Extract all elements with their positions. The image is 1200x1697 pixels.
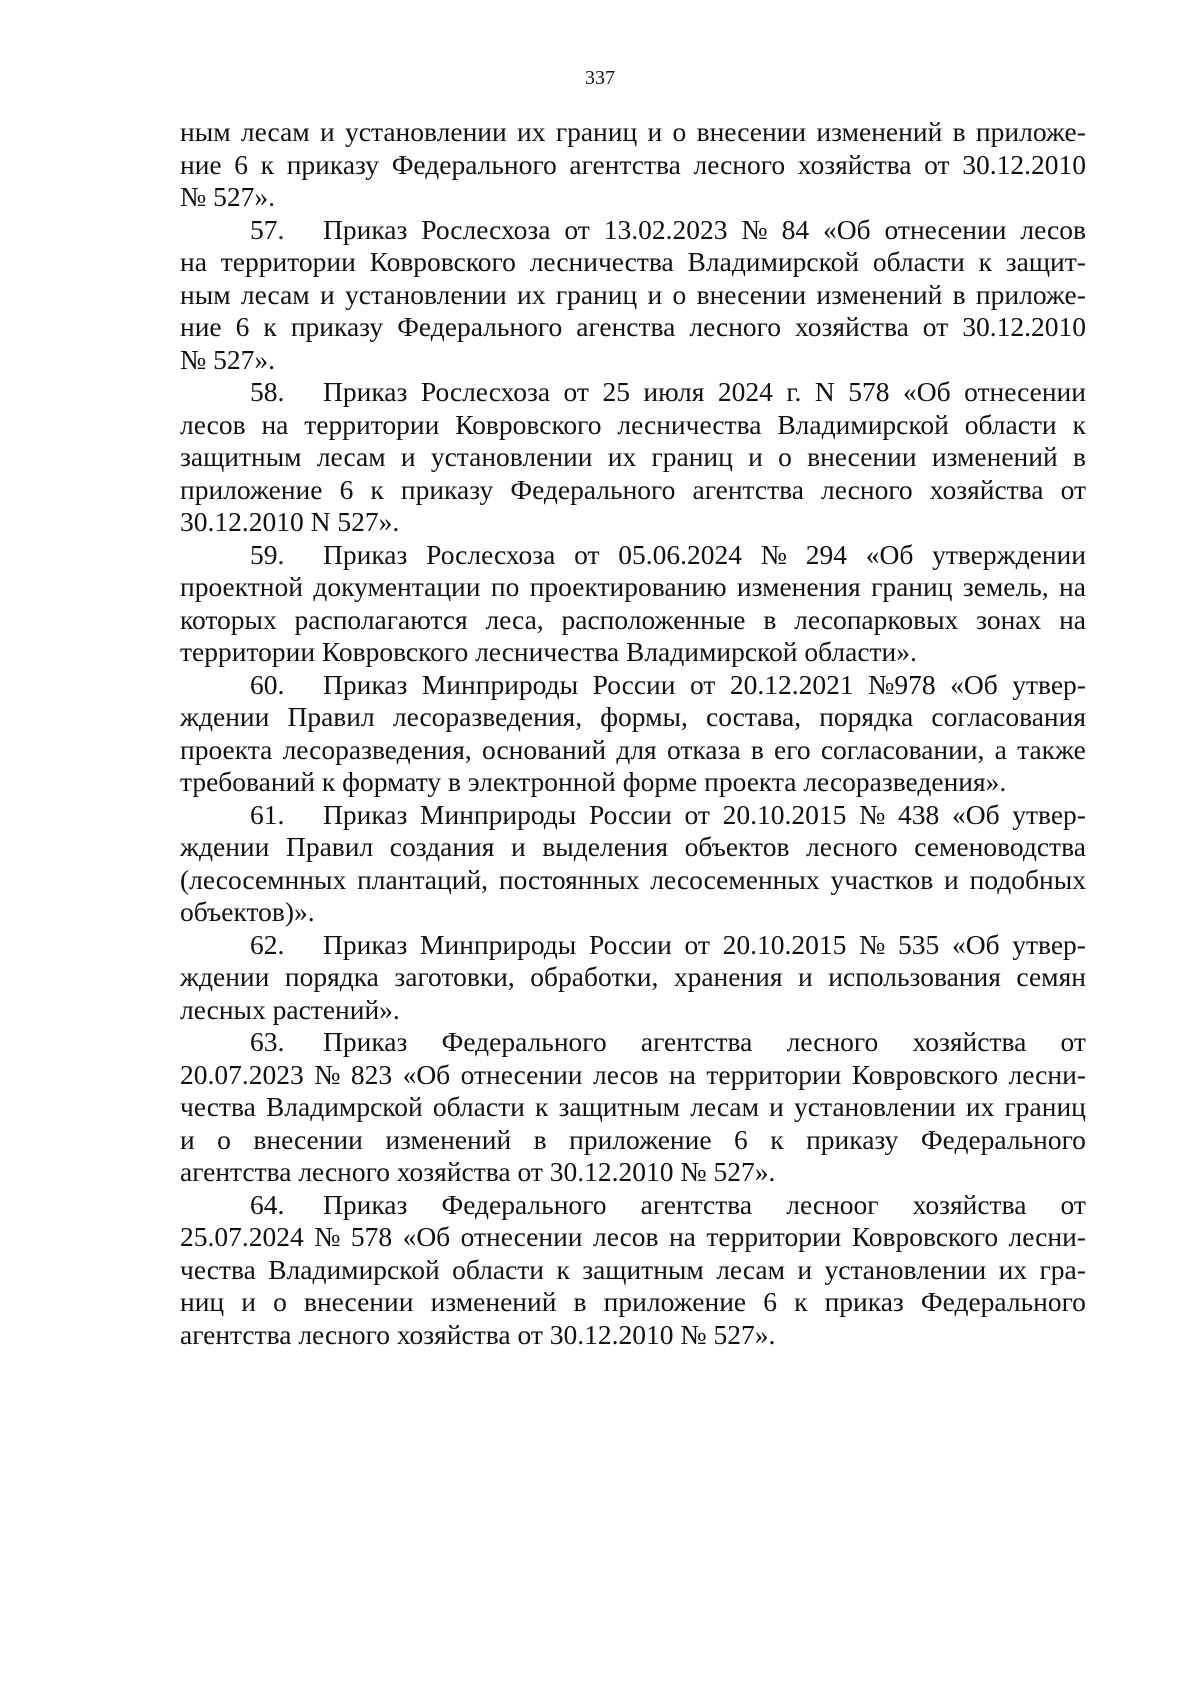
line-text: территории Ковровского лесничества Владимирской области». <box>180 636 917 667</box>
line-text: и о внесении изменений в приложение 6 к приказу Федерального <box>180 1123 1086 1155</box>
text-line <box>180 441 1086 474</box>
line-text: ние 6 к приказу Федерального агентства лесного хозяйства от 30.12.2010 <box>180 148 1086 180</box>
line-text: которых располагаются леса, расположенные в лесопарковых зонах на <box>180 603 1086 635</box>
text-line <box>180 766 1086 799</box>
line-text: ние 6 к приказу Федерального агенства лесного хозяйства от 30.12.2010 <box>180 311 1086 342</box>
list-item-number: 60. <box>250 668 285 700</box>
text-line <box>180 116 1086 149</box>
line-text: Приказ Минприроды России от 20.12.2021 №978 «Об утвер- <box>323 668 1086 700</box>
text-line <box>180 961 1086 994</box>
list-item-number: 64. <box>250 1188 285 1220</box>
text-line <box>180 701 1086 734</box>
line-text: приложение 6 к приказу Федерального агентства лесного хозяйства от <box>180 473 1086 505</box>
line-text: объектов)». <box>180 896 315 927</box>
line-text: агентства лесного хозяйства от 30.12.2010 № 527». <box>180 1156 776 1187</box>
line-text: защитным лесам и установлении их границ и о внесении изменений в <box>180 441 1086 472</box>
line-text: № 527». <box>180 181 275 212</box>
line-text: ждении Правил лесоразведения, формы, состава, порядка согласования <box>180 701 1086 732</box>
text-line <box>180 864 1086 897</box>
text-line <box>180 279 1086 312</box>
list-item-first-line <box>180 929 1086 962</box>
list-item-first-line <box>180 539 1086 572</box>
line-text: чества Владимирской области к защитным лесам и установлении их гра- <box>180 1253 1086 1285</box>
list-item-first-line <box>180 1189 1086 1222</box>
line-text: требований к формату в электронной форме проекта лесоразведения». <box>180 766 1007 797</box>
line-text: на территории Ковровского лесничества Владимирской области к защит- <box>180 246 1086 277</box>
list-item-first-line <box>180 376 1086 409</box>
document-body <box>180 116 1086 1351</box>
line-text: лесных растений». <box>180 993 400 1025</box>
line-text: Приказ Минприроды России от 20.10.2015 № 438 «Об утвер- <box>323 798 1086 830</box>
line-text: (лесосемнных плантаций, постоянных лесосеменных участков и подобных <box>180 863 1086 895</box>
text-line <box>180 181 1086 214</box>
text-line <box>180 409 1086 442</box>
line-text: чества Владимрской области к защитным лесам и установлении их границ <box>180 1091 1086 1122</box>
text-line <box>180 1156 1086 1189</box>
list-item-number: 61. <box>250 798 285 830</box>
text-line <box>180 1286 1086 1319</box>
list-item-first-line <box>180 669 1086 702</box>
text-line <box>180 734 1086 767</box>
text-line <box>180 1124 1086 1157</box>
line-text: проекта лесоразведения, оснований для отказа в его согласовании, а также <box>180 733 1086 765</box>
list-item-first-line <box>180 799 1086 832</box>
text-line <box>180 1091 1086 1124</box>
list-item-number: 63. <box>250 1026 285 1057</box>
text-line <box>180 896 1086 929</box>
line-text: агентства лесного хозяйства от 30.12.2010 № 527». <box>180 1318 776 1350</box>
line-text: 25.07.2024 № 578 «Об отнесении лесов на территории Ковровского лесни- <box>180 1221 1086 1252</box>
text-line <box>180 149 1086 182</box>
line-text: Приказ Федерального агентства лесного хозяйства от <box>323 1026 1086 1057</box>
line-text: Приказ Рослесхоза от 05.06.2024 № 294 «Об утверждении <box>323 538 1086 570</box>
text-line <box>180 1319 1086 1352</box>
line-text: 20.07.2023 № 823 «Об отнесении лесов на территории Ковровского лесни- <box>180 1058 1086 1090</box>
line-text: Приказ Рослесхоза от 13.02.2023 № 84 «Об отнесении лесов <box>323 213 1086 245</box>
line-text: лесов на территории Ковровского лесничества Владимирской области к <box>180 408 1086 440</box>
line-text: Приказ Минприроды России от 20.10.2015 № 535 «Об утвер- <box>323 928 1086 960</box>
line-text: № 527». <box>180 343 275 375</box>
line-text: ным лесам и установлении их границ и о внесении изменений в приложе- <box>180 116 1086 147</box>
line-text: ным лесам и установлении их границ и о внесении изменений в приложе- <box>180 278 1086 310</box>
text-line <box>180 506 1086 539</box>
text-line <box>180 344 1086 377</box>
page-number: 337 <box>585 67 615 89</box>
line-text: ждении порядка заготовки, обработки, хранения и использования семян <box>180 961 1086 992</box>
text-line <box>180 604 1086 637</box>
text-line <box>180 994 1086 1027</box>
line-text: ждении Правил создания и выделения объектов лесного семеноводства <box>180 831 1086 862</box>
text-line <box>180 1059 1086 1092</box>
text-line <box>180 831 1086 864</box>
line-text: ниц и о внесении изменений в приложение 6 к приказ Федерального <box>180 1286 1086 1317</box>
list-item-first-line <box>180 1026 1086 1059</box>
list-item-number: 57. <box>250 213 285 245</box>
text-line <box>180 1254 1086 1287</box>
list-item-number: 62. <box>250 928 285 960</box>
list-item-first-line <box>180 214 1086 247</box>
text-line <box>180 474 1086 507</box>
list-item-number: 58. <box>250 376 285 407</box>
text-line <box>180 571 1086 604</box>
text-line <box>180 636 1086 669</box>
line-text: 30.12.2010 N 527». <box>180 506 400 537</box>
text-line <box>180 311 1086 344</box>
line-text: Приказ Рослесхоза от 25 июля 2024 г. N 578 «Об отнесении <box>323 376 1086 407</box>
list-item-number: 59. <box>250 538 285 570</box>
text-line <box>180 1221 1086 1254</box>
line-text: Приказ Федерального агентства лесноог хозяйства от <box>323 1188 1086 1220</box>
line-text: проектной документации по проектированию изменения границ земель, на <box>180 571 1086 602</box>
text-line <box>180 246 1086 279</box>
